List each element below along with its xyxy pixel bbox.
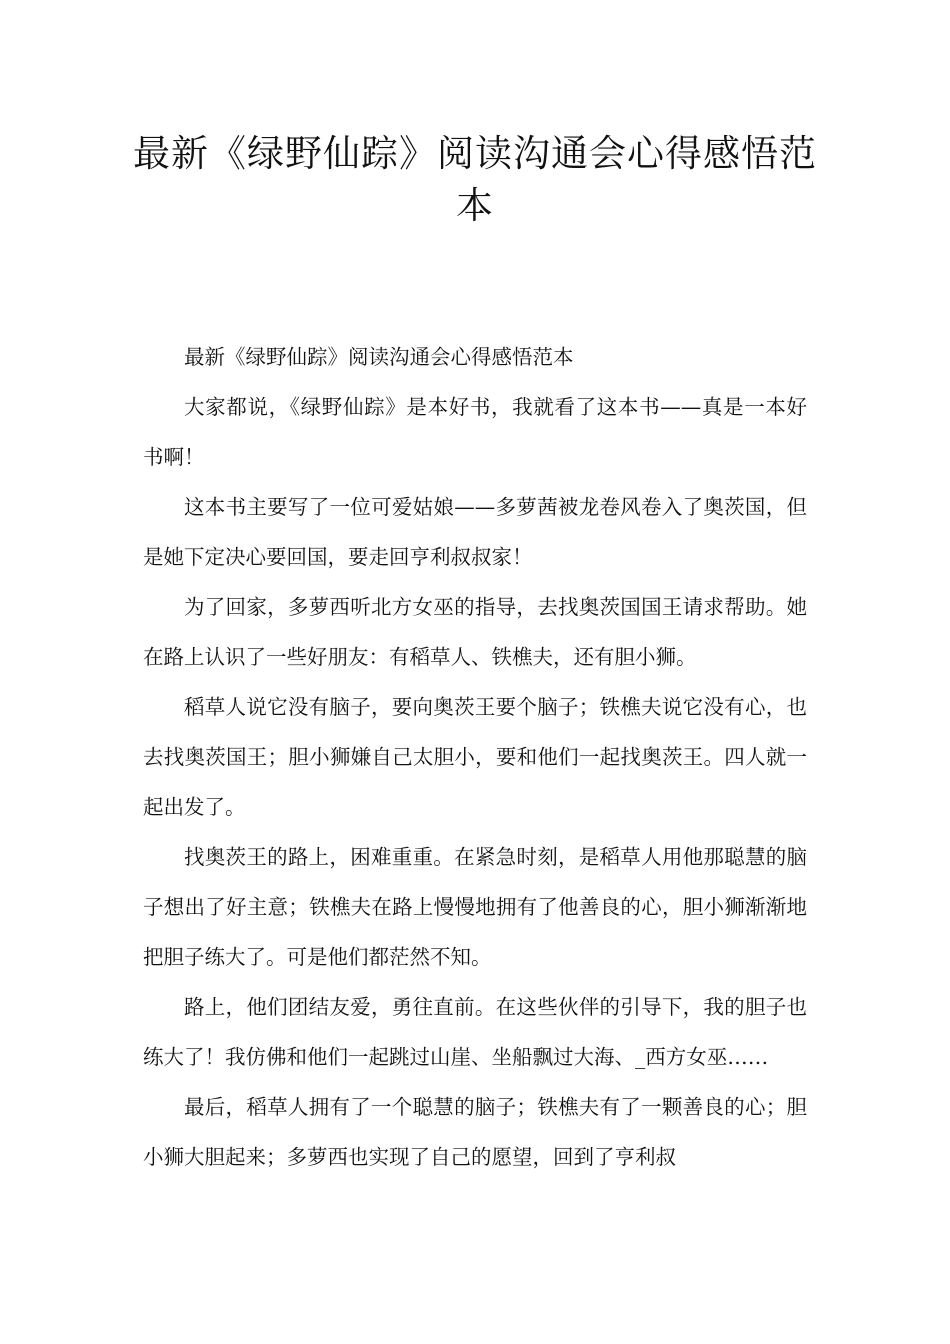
- body-paragraph-2: 大家都说，《绿野仙踪》是本好书，我就看了这本书——真是一本好书啊！: [143, 395, 807, 469]
- document-body: [143, 332, 807, 1182]
- body-paragraph-6: 找奥茨王的路上，困难重重。在紧急时刻，是稻草人用他那聪慧的脑子想出了好主意；铁樵夫在路上慢慢地拥有了他善良的心，胆小狮渐渐地把胆子练大了。可是他们都茫然不知。: [143, 845, 807, 969]
- body-paragraph-4: 为了回家，多萝西听北方女巫的指导，去找奥茨国国王请求帮助。她在路上认识了一些好朋友：有稻草人、铁樵夫，还有胆小狮。: [143, 595, 807, 669]
- body-paragraph-5: 稻草人说它没有脑子，要向奥茨王要个脑子；铁樵夫说它没有心，也去找奥茨国王；胆小狮嫌自己太胆小，要和他们一起找奥茨王。四人就一起出发了。: [143, 695, 807, 819]
- body-paragraph-8: 最后，稻草人拥有了一个聪慧的脑子；铁樵夫有了一颗善良的心；胆小狮大胆起来；多萝西也实现了自己的愿望，回到了亨利叔: [143, 1095, 807, 1169]
- body-paragraph-7: 路上，他们团结友爱，勇往直前。在这些伙伴的引导下，我的胆子也练大了！我仿佛和他们一起跳过山崖、坐船飘过大海、_西方女巫……: [143, 995, 807, 1069]
- body-paragraph-3: 这本书主要写了一位可爱姑娘——多萝茜被龙卷风卷入了奥茨国，但是她下定决心要回国，要走回亨利叔叔家！: [143, 495, 807, 569]
- body-paragraph-1: 最新《绿野仙踪》阅读沟通会心得感悟范本: [184, 345, 574, 369]
- document-title: 最新《绿野仙踪》阅读沟通会心得感悟范本: [133, 132, 817, 227]
